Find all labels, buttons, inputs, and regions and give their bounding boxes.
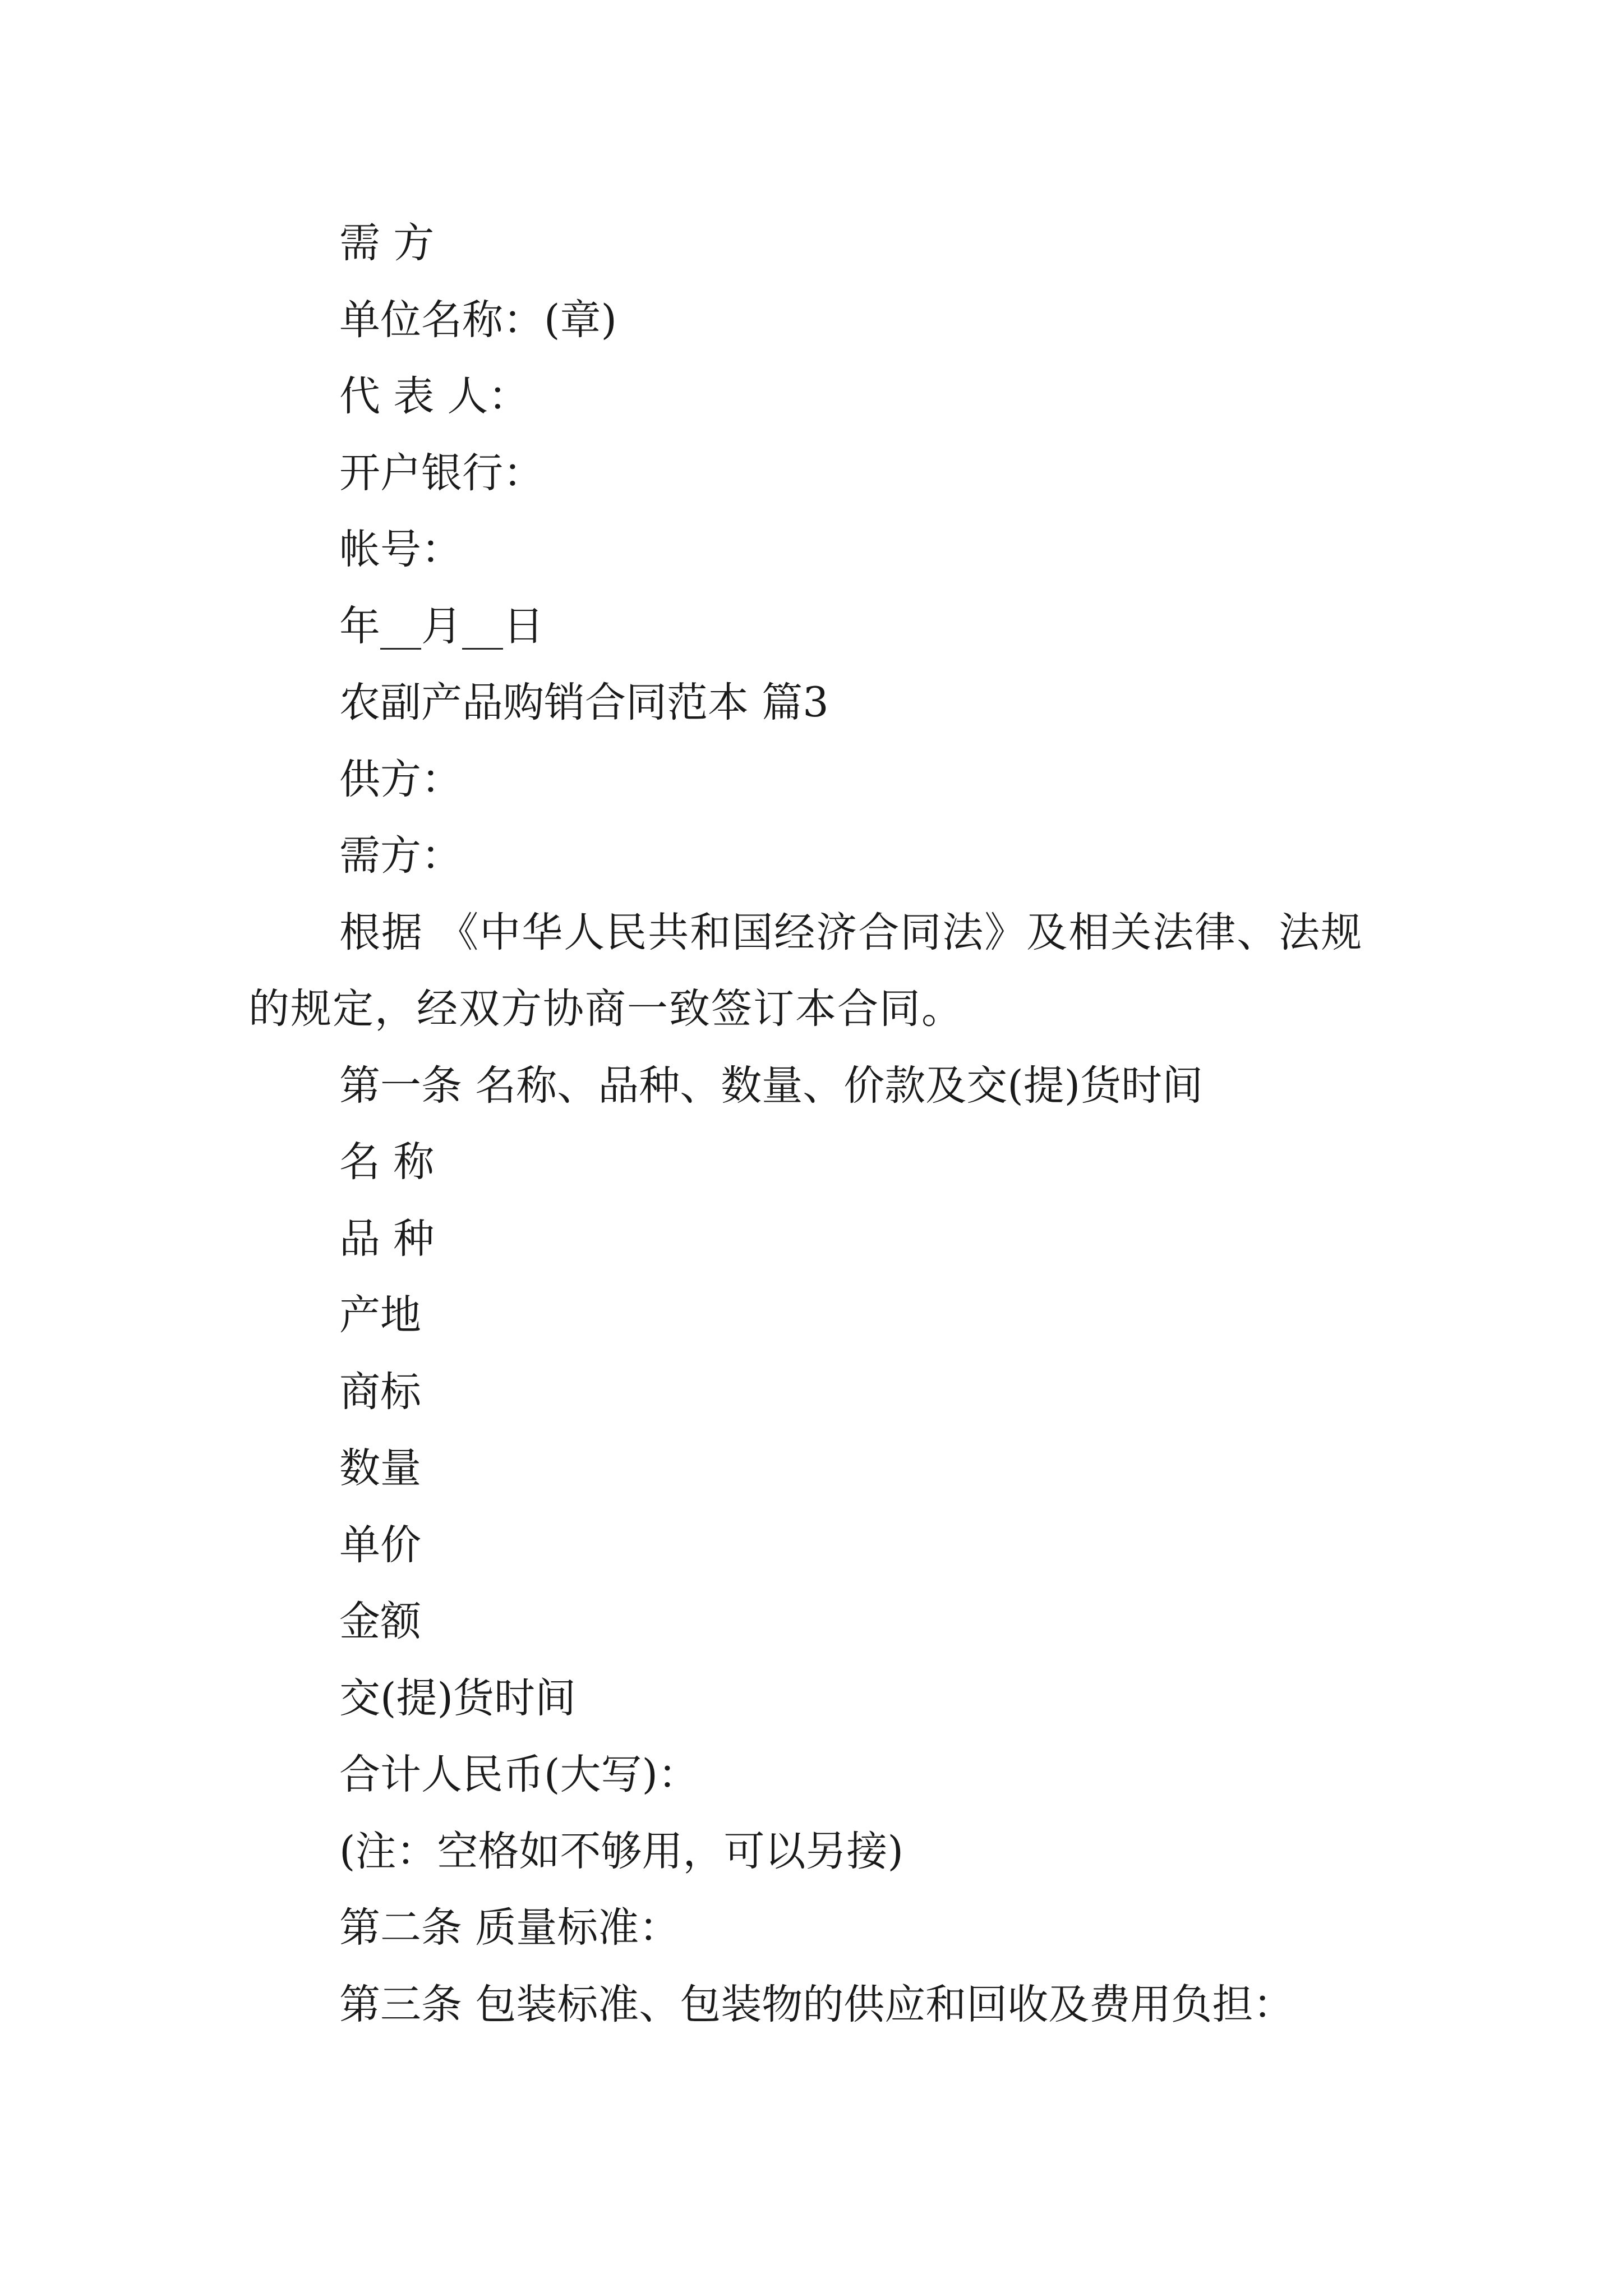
text-line: 交(提)货时间: [339, 1674, 576, 1722]
text-line: 单价: [339, 1521, 421, 1569]
text-line: 代 表 人：: [339, 372, 529, 420]
note-line: (注：空格如不够用，可以另接): [339, 1827, 903, 1875]
article-heading: 第一条 名称、品种、数量、价款及交(提)货时间: [339, 1061, 1204, 1110]
article-heading: 第二条 质量标准：: [339, 1904, 680, 1952]
text-line: 单位名称：(章): [339, 296, 617, 344]
text-line: 开户银行：: [339, 449, 544, 497]
text-line: 供方：: [339, 755, 462, 803]
text-line: 名 称: [339, 1138, 435, 1186]
text-line: 年__月__日: [339, 602, 544, 650]
paragraph: 根据 《中华人民共和国经济合同法》及相关法律、法规的规定，经双方协商一致签订本合同。: [248, 908, 1363, 1033]
text-line: 品 种: [339, 1214, 435, 1263]
section-heading: 农副产品购销合同范本 篇3: [339, 679, 829, 726]
text-line: 帐号：: [339, 526, 462, 573]
article-heading: 第三条 包装标准、包装物的供应和回收及费用负担：: [339, 1980, 1294, 2028]
text-line: 产地: [339, 1291, 421, 1339]
text-line: 合计人民币(大写)：: [339, 1751, 699, 1798]
text-line: 商标: [339, 1368, 421, 1416]
document-body: [248, 205, 1398, 2043]
text-line: 数量: [339, 1444, 421, 1492]
text-line: 需 方: [339, 219, 435, 267]
text-line: 需方：: [339, 832, 462, 880]
text-line: 金额: [339, 1598, 421, 1645]
